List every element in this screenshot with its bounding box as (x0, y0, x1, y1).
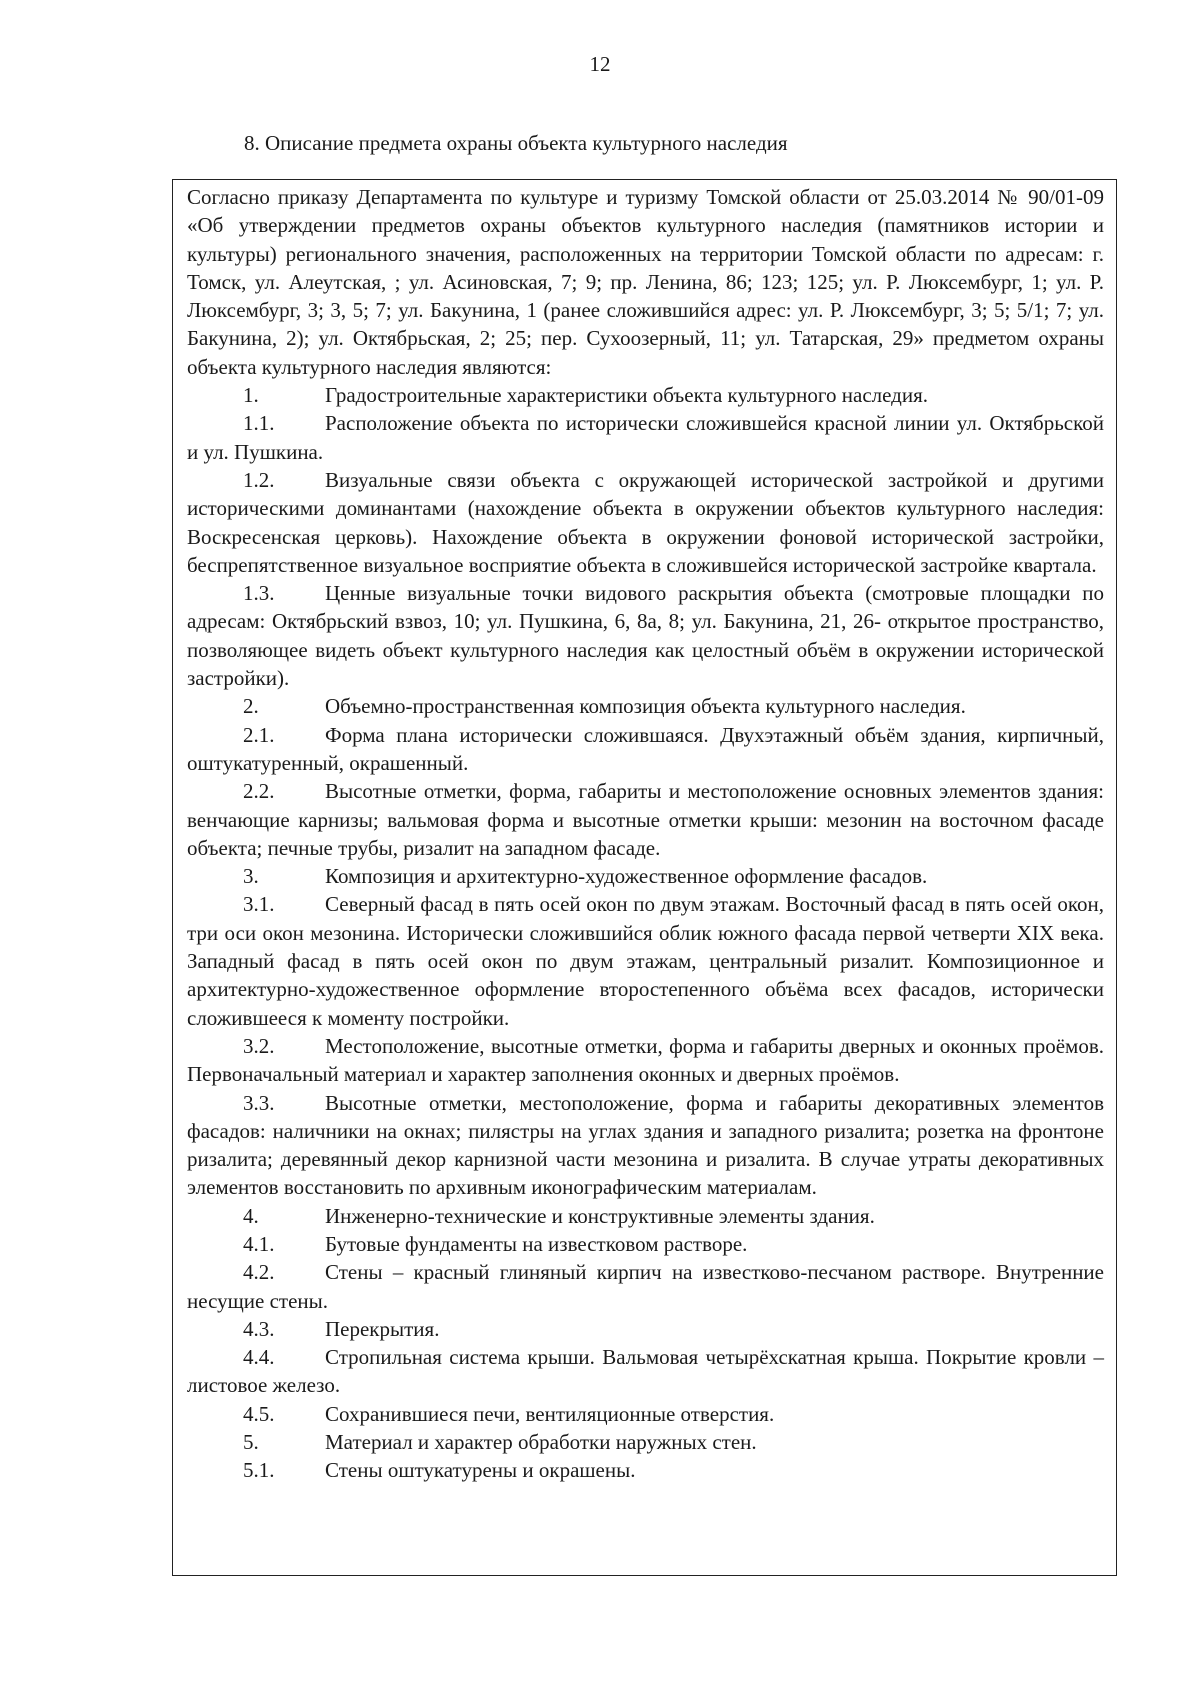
list-item (187, 890, 1104, 1031)
list-item (187, 862, 1104, 890)
item-number: 4. (243, 1203, 259, 1228)
item-number: 2.1. (243, 722, 275, 747)
item-text: Форма плана исторически сложившаяся. Двухэтажный объём здания, кирпичный, оштукатуренный, окрашенный. (187, 722, 1104, 775)
item-text: Градостроительные характеристики объекта культурного наследия. (325, 383, 928, 408)
section-heading: 8. Описание предмета охраны объекта культурного наследия (244, 131, 788, 155)
list-item (187, 1089, 1104, 1202)
list-item (187, 1315, 1104, 1343)
list-item (187, 777, 1104, 862)
item-number: 4.5. (243, 1401, 275, 1426)
list-item (187, 466, 1104, 579)
list-item (187, 721, 1104, 778)
list-item (187, 381, 1104, 409)
item-number: 3.1. (243, 892, 275, 917)
list-item (187, 1230, 1104, 1258)
item-text: Стены – красный глиняный кирпич на известково-песчаном растворе. Внутренние несущие стены. (187, 1260, 1104, 1313)
list-item (187, 692, 1104, 720)
list-item (187, 1428, 1104, 1456)
content-box (172, 179, 1117, 1576)
item-text: Перекрытия. (325, 1316, 440, 1341)
item-text: Высотные отметки, форма, габариты и местоположение основных элементов здания: венчающие карнизы; вальмовая форма и высотные отметки крыши: мезонин на восточном фасаде объекта; печные трубы, ризалит на западном фасаде. (187, 779, 1104, 860)
item-number: 3.3. (243, 1090, 275, 1115)
item-text: Северный фасад в пять осей окон по двум этажам. Восточный фасад в пять осей окон, три оси окон мезонина. Исторически сложившийся облик южного фасада первой четверти XIX века. Западный фасад в пять осей окон по двум этажам, центральный ризалит. Композиционное и архитектурно-художественное оформление второстепенного объёма всех фасадов, исторически сложившееся к моменту постройки. (187, 892, 1104, 1030)
item-text: Визуальные связи объекта с окружающей исторической застройкой и другими историческими доминантами (нахождение объекта в окружении объектов культурного наследия: Воскресенская церковь). Нахождение объекта в окружении фоновой исторической застройки, беспрепятственное визуальное восприятие объекта в сложившейся исторической застройке квартала. (187, 467, 1104, 577)
list-item (187, 1343, 1104, 1400)
item-text: Стропильная система крыши. Вальмовая четырёхскатная крыша. Покрытие кровли – листовое железо. (187, 1345, 1104, 1398)
item-number: 1.1. (243, 411, 275, 436)
intro-paragraph: Согласно приказу Департамента по культуре и туризму Томской области от 25.03.2014 № 90/01-09 «Об утверждении предметов охраны объектов культурного наследия (памятников истории и культуры) регионального значения, расположенных на территории Томской области по адресам: г. Томск, ул. Алеутская, ; ул. Асиновская, 7; 9; пр. Ленина, 86; 123; 125; ул. Р. Люксембург, 1; ул. Р. Люксембург, 3; 3, 5; 7; ул. Бакунина, 1 (ранее сложившийся адрес: ул. Р. Люксембург, 3; 5; 5/1; 7; ул. Бакунина, 2); ул. Октябрьская, 2; 25; пер. Сухоозерный, 11; ул. Татарская, 29» предметом охраны объекта культурного наследия являются: (187, 185, 1104, 379)
item-text: Расположение объекта по исторически сложившейся красной линии ул. Октябрьской и ул. Пушкина. (187, 411, 1104, 464)
item-text: Местоположение, высотные отметки, форма и габариты дверных и оконных проёмов. Первоначальный материал и характер заполнения оконных и дверных проёмов. (187, 1033, 1104, 1087)
item-text: Ценные визуальные точки видового раскрытия объекта (смотровые площадки по адресам: Октябрьский взвоз, 10; ул. Пушкина, 6, 8а, 8; ул. Бакунина, 21, 26- открытое пространство, позволяющее видеть объект культурного наследия как целостный объём в окружении исторической застройки). (187, 581, 1104, 691)
list-item (187, 409, 1104, 466)
item-text: Стены оштукатурены и окрашены. (325, 1458, 636, 1483)
list-item (187, 1032, 1104, 1089)
item-text: Сохранившиеся печи, вентиляционные отверстия. (325, 1401, 775, 1426)
item-text: Бутовые фундаменты на известковом растворе. (325, 1231, 748, 1256)
item-number: 1.3. (243, 581, 275, 606)
item-number: 3.2. (243, 1033, 275, 1058)
item-number: 2. (243, 694, 259, 719)
item-number: 1. (243, 383, 259, 408)
item-text: Материал и характер обработки наружных стен. (325, 1430, 757, 1455)
protection-items-list (187, 381, 1104, 1485)
item-text: Композиция и архитектурно-художественное оформление фасадов. (325, 864, 928, 889)
list-item (187, 579, 1104, 692)
item-number: 4.2. (243, 1260, 275, 1285)
item-number: 5.1. (243, 1458, 275, 1483)
item-number: 4.4. (243, 1345, 275, 1370)
item-text: Инженерно-технические и конструктивные элементы здания. (325, 1203, 875, 1228)
page-number: 12 (589, 52, 611, 76)
item-number: 3. (243, 864, 259, 889)
list-item (187, 1456, 1104, 1484)
item-number: 2.2. (243, 779, 275, 804)
item-text: Высотные отметки, местоположение, форма и габариты декоративных элементов фасадов: наличники на окнах; пилястры на углах здания и западного ризалита; розетка на фронтоне ризалита; деревянный декор карнизной части мезонина и ризалита. В случае утраты декоративных элементов восстановить по архивным иконографическим материалам. (187, 1090, 1104, 1200)
item-number: 4.3. (243, 1316, 275, 1341)
item-number: 1.2. (243, 467, 275, 492)
item-text: Объемно-пространственная композиция объекта культурного наследия. (325, 694, 966, 719)
item-number: 4.1. (243, 1231, 275, 1256)
list-item (187, 1258, 1104, 1315)
list-item (187, 1202, 1104, 1230)
item-number: 5. (243, 1430, 259, 1455)
list-item (187, 1400, 1104, 1428)
